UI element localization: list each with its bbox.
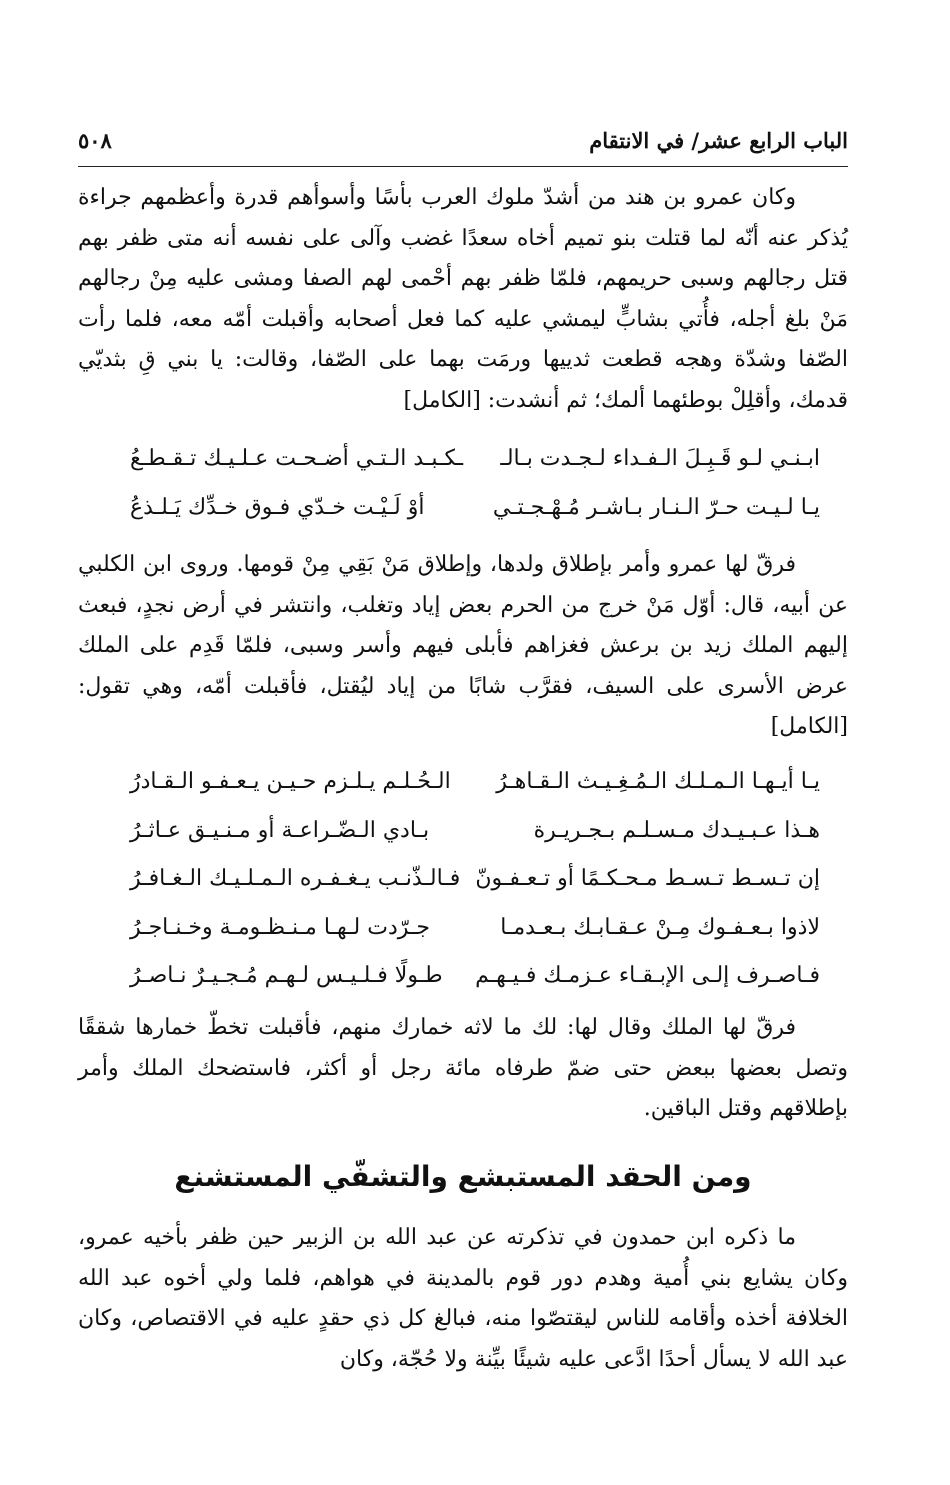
text-block-3 xyxy=(78,1008,848,1130)
verse-second-hemistich: فـالـذّنـب يـغـفـره الـمـلـيـك الـغـافـرُ xyxy=(130,866,461,891)
page-number: ٥٠٨ xyxy=(78,128,112,153)
verse xyxy=(130,812,820,861)
running-title: الباب الرابع عشر/ في الانتقام xyxy=(589,128,848,153)
verse-second-hemistich: أوْ لَـيْـت خـدّي فـوق خـدِّك يَـلـذعُ xyxy=(130,494,425,520)
verse xyxy=(130,957,820,1006)
verse-first-hemistich: هـذا عـبـيـدك مـسـلـم بـجـريـرة xyxy=(533,817,820,843)
paragraph: وكان عمرو بن هند من أشدّ ملوك العرب بأسًا وأسوأهم قدرة وأعظمهم جراءة يُذكر عنه أنّه لما قتلت بنو تميم أخاه سعدًا غضب وآلى على نفسه أنه متى ظفر بهم قتل رجالهم وسبى حريمهم، فلمّا ظفر بهم أحْمى لهم الصفا ومشى عليه مِنْ رجالهم مَنْ بلغ أجله، فأُتي بشابٍّ ليمشي عليه كما فعل أصحابه وأقبلت أمّه معه، فلما رأت الصّفا وشدّة وهجه قطعت ثدييها ورمَت بهما على الصّفا، وقالت: يا بني قِ بثديّي قدمك، وأقلِلْ بوطئهما ألمك؛ ثم أنشدت: [الكامل] xyxy=(78,185,848,413)
verse xyxy=(130,860,820,909)
verse-first-hemistich: لاذوا بـعـفـوك مِـنْ عـقـابـك بـعـدمـا xyxy=(500,914,820,940)
verse xyxy=(130,440,820,489)
verse xyxy=(130,763,820,812)
verse-second-hemistich: الـحُـلـم يـلـزم حـيـن يـعـفـو الـقـادرُ xyxy=(130,769,451,794)
text-block-1 xyxy=(78,178,848,421)
verse-second-hemistich: ـكـبـد الـتـي أضـحـت عـلـيـك تـقـطـعُ xyxy=(130,446,464,471)
verse-second-hemistich: جـرّدت لـهـا مـنـظـومـة وخـنـاجـرُ xyxy=(130,914,430,940)
paragraph: فرقّ لها الملك وقال لها: لك ما لاثه خمارك منهم، فأقبلت تخطّ خمارها شققًا وتصل بعضها ببعض حتى ضمّ طرفاه مائة رجل أو أكثر، فاستضحك الملك وأمر بإطلاقهم وقتل الباقين. xyxy=(78,1015,848,1121)
verse xyxy=(130,489,820,538)
verse-first-hemistich: يـا لـيـت حـرّ الـنـار بـاشـر مُـهْـجـتـي xyxy=(492,494,820,520)
verse-first-hemistich: يـا أيـهـا الـمـلـك الـمُـغِـيـث الـقـاهـرُ xyxy=(496,769,820,794)
verse-first-hemistich: ابـنـي لـو قَـبِـلَ الـفـداء لـجـدت بـالـ xyxy=(500,446,820,471)
page-header xyxy=(78,120,848,162)
verse-first-hemistich: فـاصـرف إلـى الإبـقـاء عـزمـك فـيـهـم xyxy=(475,963,820,988)
verse xyxy=(130,909,820,958)
paragraph: ما ذكره ابن حمدون في تذكرته عن عبد الله بن الزبير حين ظفر بأخيه عمرو، وكان يشايع بني أُمية وهدم دور قوم بالمدينة في هواهم، فلما ولي أخوه عبد الله الخلافة أخذه وأقامه للناس ليقتصّوا منه، فبالغ كل ذي حقدٍ عليه في الاقتصاص، وكان عبد الله لا يسأل أحدًا ادَّعى عليه شيئًا بيِّنة ولا حُجّة، وكان xyxy=(78,1225,848,1372)
verse-second-hemistich: بـادي الـضّـراعـة أو مـنـيـق عـاثـرُ xyxy=(130,817,430,843)
header-rule xyxy=(78,166,848,167)
text-block-2 xyxy=(78,545,848,748)
text-block-4 xyxy=(78,1218,848,1380)
poem-1 xyxy=(130,440,820,537)
section-heading: ومن الحقد المستبشع والتشفّي المستشنع xyxy=(174,1160,752,1193)
verse-second-hemistich: طـولًا فـلـيـس لـهـم مُـجـيـرٌ نـاصـرُ xyxy=(130,963,443,988)
poem-2 xyxy=(130,763,820,1006)
verse-first-hemistich: إن تـسـط تـسـط مـحـكـمًا أو تـعـفـونّ xyxy=(475,866,820,891)
paragraph: فرقّ لها عمرو وأمر بإطلاق ولدها، وإطلاق مَنْ بَقِي مِنْ قومها. وروى ابن الكلبي عن أبيه، قال: أوّل مَنْ خرج من الحرم بعض إياد وتغلب، وانتشر في أرض نجدٍ، فبعث إليهم الملك زيد بن برعش فغزاهم فأبلى فيهم وأسر وسبى، فلمّا قَدِم على الملك عرض الأسرى على السيف، فقرَّب شابًا من إياد ليُقتل، فأقبلت أمّه، وهي تقول: [الكامل] xyxy=(78,552,848,739)
